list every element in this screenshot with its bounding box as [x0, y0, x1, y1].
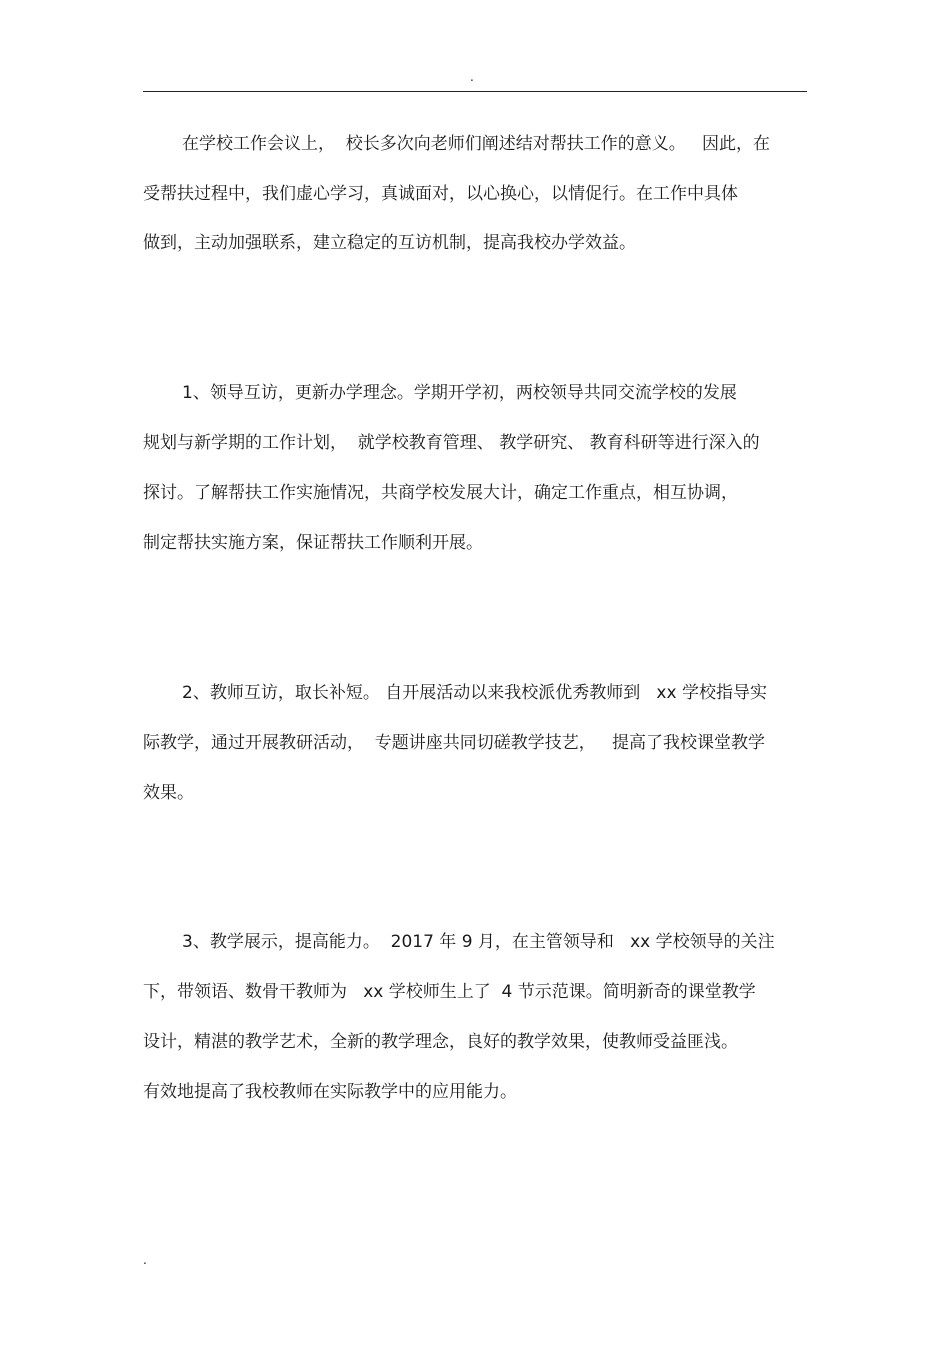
paragraph-3-line-2: 际教学，通过开展教研活动， 专题讲座共同切磋教学技艺， 提高了我校课堂教学	[143, 733, 766, 753]
paragraph-4-line-1: 3、教学展示，提高能力。 2017 年 9 月，在主管领导和 xx 学校领导的关注	[182, 932, 775, 952]
paragraph-4-line-4: 有效地提高了我校教师在实际教学中的应用能力。	[143, 1082, 517, 1102]
footer-mark: .	[143, 1253, 147, 1267]
paragraph-4-line-2: 下，带领语、数骨干教师为 xx 学校师生上了 4 节示范课。简明新奇的课堂教学	[143, 982, 756, 1002]
paragraph-1-line-3: 做到，主动加强联系，建立稳定的互访机制，提高我校办学效益。	[143, 233, 636, 253]
header-rule	[143, 91, 807, 92]
paragraph-2-line-2: 规划与新学期的工作计划， 就学校教育管理、 教学研究、 教育科研等进行深入的	[143, 433, 760, 453]
paragraph-2-line-3: 探讨。了解帮扶工作实施情况，共商学校发展大计，确定工作重点，相互协调，	[143, 483, 738, 503]
paragraph-2-line-1: 1、领导互访，更新办学理念。学期开学初，两校领导共同交流学校的发展	[182, 383, 737, 403]
paragraph-1-line-2: 受帮扶过程中，我们虚心学习，真诚面对，以心换心，以情促行。在工作中具体	[143, 184, 738, 204]
paragraph-1-line-1: 在学校工作会议上， 校长多次向老师们阐述结对帮扶工作的意义。 因此，在	[182, 134, 771, 154]
paragraph-3-line-3: 效果。	[143, 783, 194, 803]
paragraph-4-line-3: 设计，精湛的教学艺术，全新的教学理念，良好的教学效果，使教师受益匪浅。	[143, 1032, 738, 1052]
header-mark: .	[470, 70, 474, 84]
paragraph-3-line-1: 2、教师互访，取长补短。 自开展活动以来我校派优秀教师到 xx 学校指导实	[182, 683, 767, 703]
paragraph-2-line-4: 制定帮扶实施方案，保证帮扶工作顺利开展。	[143, 533, 483, 553]
